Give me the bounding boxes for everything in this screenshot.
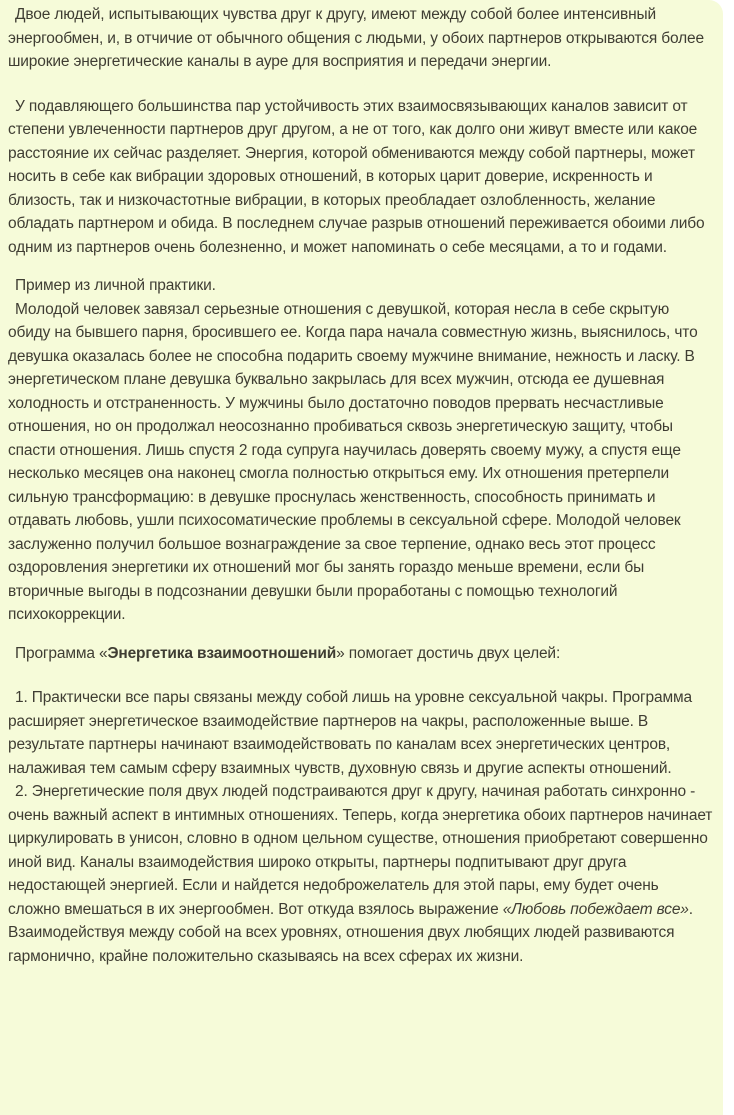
paragraph-intro: Двое людей, испытывающих чувства друг к другу, имеют между собой более интенсивный энергообмен, и, в отчичие от обычного общения с людьми, у обоих партнеров открываются более широкие энергетические каналы в ауре для восприятия и передачи энергии. — [8, 6, 704, 70]
goal-item-2 — [8, 780, 713, 968]
paragraph-program — [8, 642, 713, 666]
program-name: Энергетика взаимоотношений — [107, 644, 337, 662]
paragraph-channels: У подавляющего большинства пар устойчивость этих взаимосвязывающих каналов зависит от степени увлеченности партнеров друг другом, а не от того, как долго они живут вместе или какое расстояние их сейчас разделяет. Энергия, которой обмениваются между собой партнеры, может носить в себе как вибрации здоровых отношений, в которых царит доверие, искренность и близость, так и низкочастотные вибрации, в которых преобладает озлобленность, желание обладать партнером и обида. В последнем случае разрыв отношений переживается обоими либо одним из партнеров очень болезненно, и может напоминать о себе месяцами, а то и годами. — [8, 97, 705, 256]
goal-2-text-before-quote: 2. Энергетические поля двух людей подстраиваются друг к другу, начиная работать синхронно - очень важный аспект в интимных отношениях. Теперь, когда энергетика обоих партнеров начинает циркулировать в унисон, словно в одном цельном существе, отношения приобретают совершенно иной вид. Каналы взаимодействия широко открыты, партнеры подпитывают друг друга недостающей энергией. Если и найдется недоброжелатель для этой пары, ему будет очень сложно вмешаться в их энергообмен. Вот откуда взялось выражение — [8, 783, 713, 918]
love-conquers-all-quote: «Любовь побеждает все» — [502, 900, 689, 918]
program-prefix: Программа « — [15, 644, 108, 662]
goal-item-1: 1. Практически все пары связаны между собой лишь на уровне сексуальной чакры. Программа расширяет энергетическое взаимодействие партнеров на чакры, расположенные выше. В результате партнеры начинают взаимодействовать по каналам всех энергетических центров, налаживая тем самым сферу взаимных чувств, духовную связь и другие аспекты отношений. — [8, 689, 692, 777]
program-suffix: » помогает достичь двух целей: — [336, 644, 561, 662]
example-heading: Пример из личной практики. — [15, 277, 216, 294]
goal-2-text-after-quote: . Взаимодействуя между собой на всех уровнях, отношения двух любящих людей развиваются гармонично, крайне положительно сказываясь на всех сферах их жизни. — [8, 900, 693, 965]
paragraph-example-story: Молодой человек завязал серьезные отношения с девушкой, которая несла в себе скрытую обиду на бывшего парня, бросившего ее. Когда пара начала совместную жизнь, выяснилось, что девушка оказалась более не способна подарить своему мужчине внимание, нежность и ласку. В энергетическом плане девушка буквально закрылась для всех мужчин, отсюда ее душевная холодность и отстраненность. У мужчины было достаточно поводов прервать несчастливые отношения, но он продолжал неосознанно пробиваться сквозь энергетическую защиту, чтобы спасти отношения. Лишь спустя 2 года супруга научилась доверять своему мужу, а спустя еще несколько месяцев она наконец смогла полностью открыться ему. Их отношения претерпели сильную трансформацию: в девушке проснулась женственность, способность принимать и отдавать любовь, ушли психосоматические проблемы в сексуальной сфере. Молодой человек заслуженно получил большое вознаграждение за свое терпение, однако весь этот процесс оздоровления энергетики их отношений мог бы занять гораздо меньше времени, если бы вторичные выгоды в подсознании девушки были проработаны с помощью технологий психокоррекции. — [8, 300, 698, 623]
